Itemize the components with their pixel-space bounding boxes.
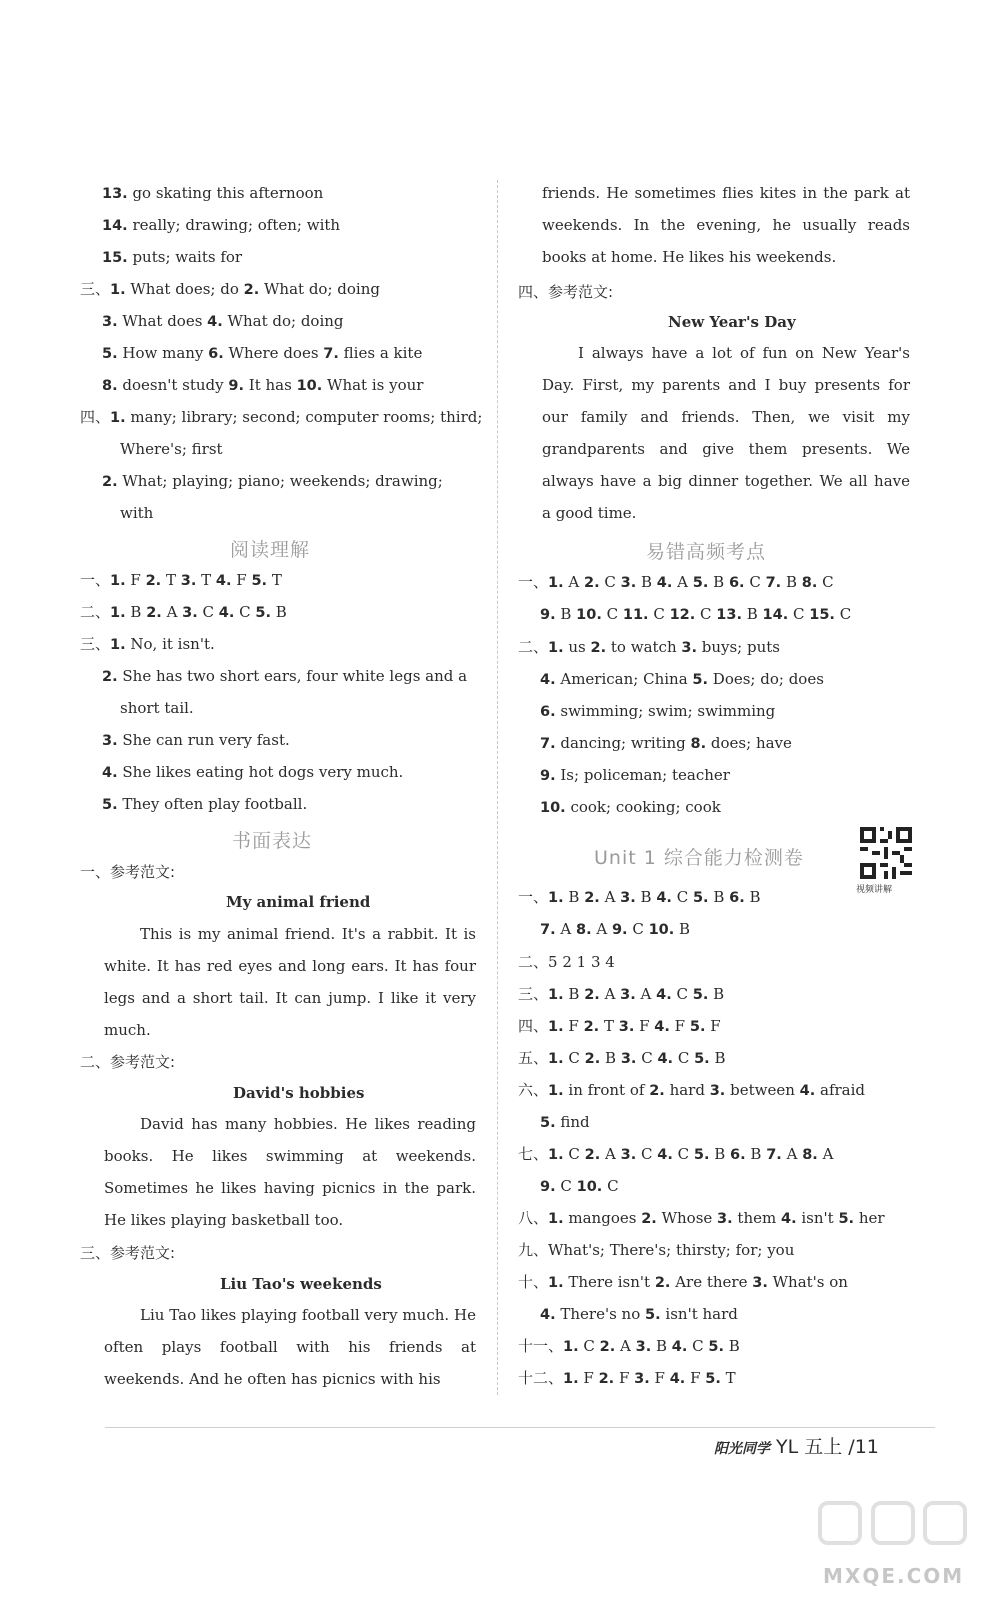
- qr-label: 视频讲解: [856, 885, 893, 895]
- answer-line: 2. She has two short ears, four white legs and a: [102, 667, 468, 685]
- answer-line: 7. dancing; writing 8. does; have: [540, 734, 792, 752]
- answer-line: 3. What does 4. What do; doing: [102, 312, 344, 330]
- answer-line: 8. doesn't study 9. It has 10. What is your: [102, 376, 424, 394]
- answer-line: 9. C 10. C: [540, 1177, 619, 1195]
- qr-code-icon[interactable]: [860, 827, 912, 879]
- essay-text: I always have a lot of fun on New Year's Day. First, my parents and I buy presents for our family and friends. Then, we visit my grandparents and give them presents. We always have a big dinner together. We all have a good time.: [542, 344, 910, 522]
- essay-title: My animal friend: [226, 893, 371, 911]
- watermark-text: MXQE.COM: [823, 1564, 965, 1588]
- answer-line: 13. go skating this afternoon: [102, 184, 324, 202]
- answer-line: 一、1. F 2. T 3. T 4. F 5. T: [80, 571, 282, 589]
- column-divider: [497, 180, 498, 1395]
- page-number: YL 五上 /11: [770, 1436, 879, 1458]
- answer-line: 7. A 8. A 9. C 10. B: [540, 920, 691, 938]
- answer-line: 4. She likes eating hot dogs very much.: [102, 763, 404, 781]
- answer-line: 三、1. No, it isn't.: [80, 635, 215, 653]
- answer-line: Where's; first: [120, 440, 223, 458]
- section-title-writing: 书面表达: [232, 830, 313, 852]
- answer-line: 5. They often play football.: [102, 795, 308, 813]
- essay-text: David has many hobbies. He likes reading books. He likes swimming at weekends. Sometimes he likes having picnics in the park. He likes playing basketball too.: [104, 1115, 476, 1229]
- answer-line: 二、5 2 1 3 4: [518, 953, 615, 971]
- sample-essay-label: 二、参考范文:: [80, 1053, 176, 1071]
- answer-line: short tail.: [120, 699, 194, 717]
- answer-line: 6. swimming; swim; swimming: [540, 702, 776, 720]
- answer-line: 14. really; drawing; often; with: [102, 216, 341, 234]
- answer-line: 四、1. many; library; second; computer rooms; third;: [80, 408, 483, 426]
- answer-line: 15. puts; waits for: [102, 248, 243, 266]
- sample-essay-label: 一、参考范文:: [80, 863, 176, 881]
- answer-line: 10. cook; cooking; cook: [540, 798, 721, 816]
- answer-line: 五、1. C 2. B 3. C 4. C 5. B: [518, 1049, 726, 1067]
- answer-line: 三、1. B 2. A 3. A 4. C 5. B: [518, 985, 725, 1003]
- answer-line: 一、1. A 2. C 3. B 4. A 5. B 6. C 7. B 8. C: [518, 573, 834, 591]
- answer-line: 一、1. B 2. A 3. B 4. C 5. B 6. B: [518, 888, 761, 906]
- essay-text: Liu Tao likes playing football very much. He often plays football with his friends at weekends. And he often has picnics with his: [104, 1306, 476, 1388]
- answer-line: 9. Is; policeman; teacher: [540, 766, 730, 784]
- answer-line: 九、What's; There's; thirsty; for; you: [518, 1241, 795, 1259]
- essay-title: New Year's Day: [668, 313, 796, 331]
- answer-line: with: [120, 504, 154, 522]
- answer-line: 2. What; playing; piano; weekends; drawing;: [102, 472, 443, 490]
- answer-line: 二、1. B 2. A 3. C 4. C 5. B: [80, 603, 287, 621]
- watermark-logo: [815, 1495, 970, 1595]
- essay-title: Liu Tao's weekends: [220, 1275, 382, 1293]
- section-title-errors: 易错高频考点: [646, 541, 767, 563]
- answer-line: 十二、1. F 2. F 3. F 4. F 5. T: [518, 1369, 736, 1387]
- answer-line: 六、1. in front of 2. hard 3. between 4. afraid: [518, 1081, 866, 1099]
- answer-line: 二、1. us 2. to watch 3. buys; puts: [518, 638, 780, 656]
- answer-line: 5. find: [540, 1113, 590, 1131]
- answer-line: 5. How many 6. Where does 7. flies a kite: [102, 344, 423, 362]
- answer-line: 十一、1. C 2. A 3. B 4. C 5. B: [518, 1337, 740, 1355]
- page-footer: [714, 1432, 879, 1459]
- answer-line: 4. American; China 5. Does; do; does: [540, 670, 824, 688]
- answer-line: 三、1. What does; do 2. What do; doing: [80, 280, 380, 298]
- answer-line: 七、1. C 2. A 3. C 4. C 5. B 6. B 7. A 8. A: [518, 1145, 834, 1163]
- answer-line: 八、1. mangoes 2. Whose 3. them 4. isn't 5. her: [518, 1209, 885, 1227]
- footer-rule: [105, 1427, 935, 1428]
- sample-essay-label: 三、参考范文:: [80, 1244, 176, 1262]
- sample-essay-label: 四、参考范文:: [518, 283, 614, 301]
- essay-text-continued: friends. He sometimes flies kites in the park at weekends. In the evening, he usually reads books at home. He likes his weekends.: [542, 184, 910, 266]
- answer-line: 四、1. F 2. T 3. F 4. F 5. F: [518, 1017, 721, 1035]
- section-title-reading: 阅读理解: [230, 539, 311, 561]
- answer-line: 4. There's no 5. isn't hard: [540, 1305, 738, 1323]
- section-title-unit: Unit 1 综合能力检测卷: [594, 847, 804, 869]
- answer-line: 十、1. There isn't 2. Are there 3. What's on: [518, 1273, 848, 1291]
- answer-line: 9. B 10. C 11. C 12. C 13. B 14. C 15. C: [540, 605, 852, 623]
- essay-title: David's hobbies: [233, 1084, 365, 1102]
- essay-text: This is my animal friend. It's a rabbit. It is white. It has red eyes and long ears. It has four legs and a short tail. It can jump. I like it very much.: [104, 925, 476, 1039]
- brand-logo: 阳光同学: [714, 1441, 770, 1457]
- answer-line: 3. She can run very fast.: [102, 731, 290, 749]
